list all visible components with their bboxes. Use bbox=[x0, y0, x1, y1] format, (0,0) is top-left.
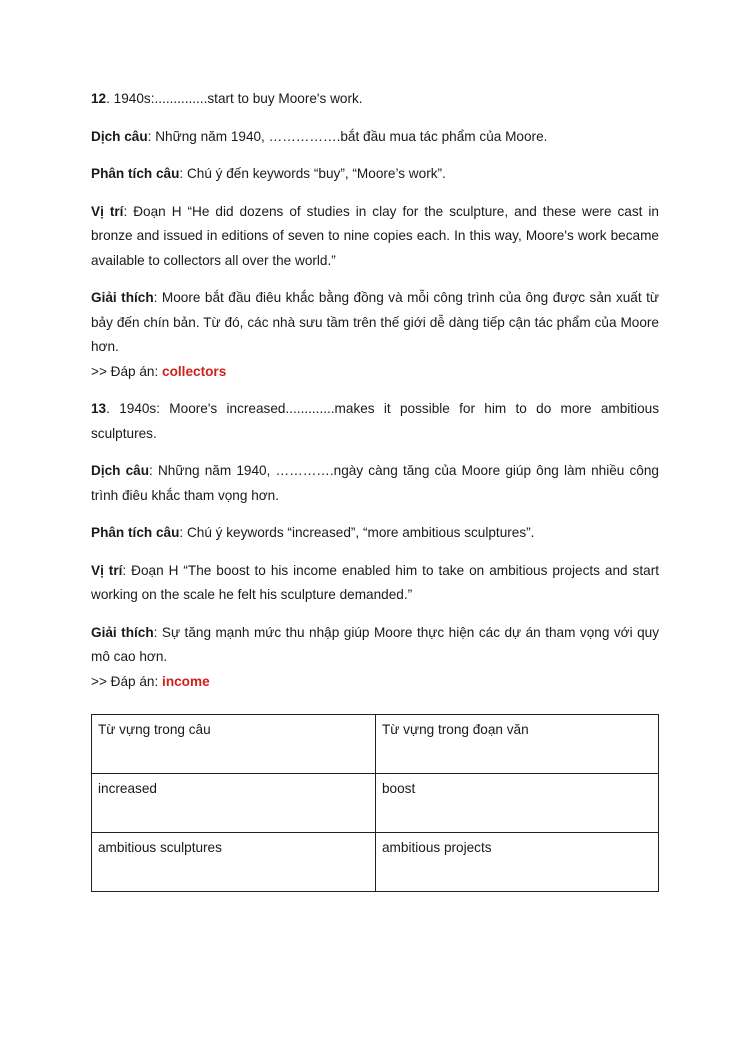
q13-location: Vị trí: Đoạn H “The boost to his income enabled him to take on ambitious projects and start working on the scale he felt his sculpture demanded.” bbox=[91, 562, 659, 602]
table-header-cell: Từ vựng trong đoạn văn bbox=[376, 715, 659, 774]
q12-location: Vị trí: Đoạn H “He did dozens of studies in clay for the sculpture, and these were cast in bronze and issued in editions of seven to nine copies each. In this way, Moore's work became available to collectors all over the world.” bbox=[91, 203, 659, 268]
q12-answer: >> Đáp án: collectors bbox=[91, 363, 227, 379]
q12-explanation: Giải thích: Moore bắt đầu điêu khắc bằng đồng và mỗi công trình của ông được sản xuất từ bảy đến chín bản. Từ đó, các nhà sưu tầm trên thế giới dễ dàng tiếp cận tác phẩm của Moore hơn. bbox=[91, 290, 659, 354]
table-cell: ambitious sculptures bbox=[92, 833, 376, 892]
q12-number: 12 bbox=[91, 91, 107, 106]
table-row bbox=[92, 833, 659, 892]
q13-question: 13. 1940s: Moore's increased.............makes it possible for him to do more ambitious sculptures. bbox=[91, 401, 659, 441]
q13-number: 13 bbox=[91, 401, 107, 416]
q12-translation: Dịch câu: Những năm 1940, …………….bắt đầu mua tác phẩm của Moore. bbox=[91, 128, 548, 144]
q12-answer-value: collectors bbox=[162, 363, 227, 379]
table-header-cell: Từ vựng trong câu bbox=[92, 715, 376, 774]
table-cell: boost bbox=[376, 774, 659, 833]
vocab-table bbox=[91, 714, 659, 892]
document-body bbox=[91, 87, 659, 694]
q12-analysis: Phân tích câu: Chú ý đến keywords “buy”, “Moore’s work”. bbox=[91, 166, 446, 181]
q13-analysis: Phân tích câu: Chú ý keywords “increased”, “more ambitious sculptures”. bbox=[91, 525, 535, 540]
q13-answer-value: income bbox=[162, 673, 210, 689]
q13-answer: >> Đáp án: income bbox=[91, 673, 210, 689]
table-row bbox=[92, 774, 659, 833]
table-cell: increased bbox=[92, 774, 376, 833]
q13-explanation: Giải thích: Sự tăng mạnh mức thu nhập giúp Moore thực hiện các dự án tham vọng với quy mô cao hơn. bbox=[91, 624, 659, 664]
q13-translation: Dịch câu: Những năm 1940, ………….ngày càng tăng của Moore giúp ông làm nhiều công trình điêu khắc tham vọng hơn. bbox=[91, 463, 659, 503]
table-cell: ambitious projects bbox=[376, 833, 659, 892]
table-header-row bbox=[92, 715, 659, 774]
q12-question: 12. 1940s:..............start to buy Moore's work. bbox=[91, 91, 363, 106]
